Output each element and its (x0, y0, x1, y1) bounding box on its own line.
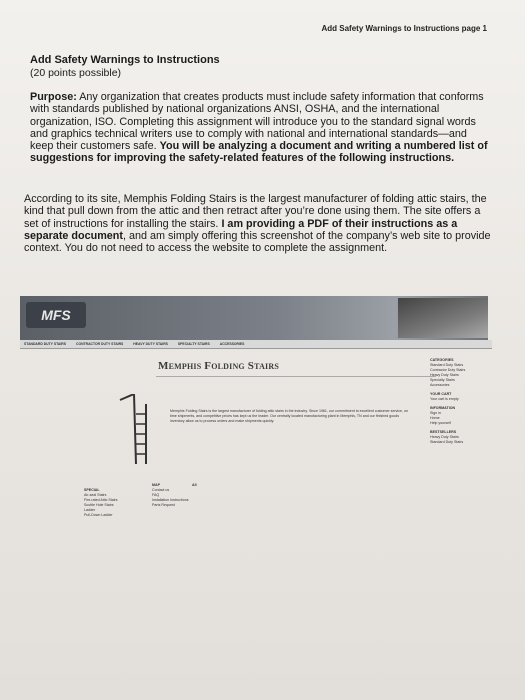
purpose-paragraph (30, 91, 490, 165)
points-possible: (20 points possible) (30, 67, 122, 79)
nav-item[interactable]: SPECIALTY STAIRS (177, 342, 210, 346)
all-link[interactable]: All (192, 483, 197, 487)
special-link[interactable]: Ladder (84, 508, 96, 512)
nav-item[interactable]: STANDARD DUTY STAIRS (24, 342, 67, 346)
nav-item[interactable]: CONTRACTOR DUTY STAIRS (76, 342, 124, 346)
sidebar-link[interactable]: Standard Duty Stairs (430, 363, 464, 367)
map-link[interactable]: Installation Instructions (152, 498, 189, 502)
special-heading: SPECIAL (84, 488, 100, 492)
special-link[interactable]: Scuttle Hole Stairs (84, 503, 114, 507)
special-column (84, 488, 118, 518)
sidebar-heading: YOUR CART (430, 392, 452, 396)
sidebar-link[interactable]: Help yourself (430, 421, 451, 425)
house-roof-image (398, 298, 488, 338)
title-block (30, 54, 490, 80)
purpose-text: Any organization that creates products must include safety information that conforms with standards published by national organizations ANSI, OSHA, and the international organization, ISO. Completing this assignment will introduce you to the standard signal words and graphics technical writers use to comply with national and international standards—and keep their customers safe. (30, 91, 484, 153)
sidebar-heading: BESTSELLERS (430, 430, 457, 434)
ladder-icon (116, 394, 176, 464)
sidebar-link[interactable]: Accessories (430, 383, 450, 387)
site-nav (20, 340, 492, 349)
purpose-label: Purpose: (30, 91, 77, 103)
sidebar-link[interactable]: Heavy Duty Stairs (430, 435, 459, 439)
website-screenshot (20, 296, 488, 536)
context-paragraph (24, 193, 494, 254)
sidebar-heading: CATEGORIES (430, 358, 454, 362)
site-heading: Memphis Folding Stairs (158, 360, 279, 372)
sidebar-link[interactable]: Heavy Duty Stairs (430, 373, 459, 377)
site-banner (20, 296, 488, 340)
sidebar-text: Your cart is empty (430, 397, 459, 401)
special-link[interactable]: Fire-rated Attic Stairs (84, 498, 118, 502)
sidebar-link[interactable]: Sign in (430, 411, 441, 415)
sidebar-link[interactable]: Home (430, 416, 440, 420)
nav-item[interactable]: ACCESSORIES (219, 342, 245, 346)
special-link[interactable]: Pull-Down Ladder (84, 513, 113, 517)
site-intro-text: Memphis Folding Stairs is the largest manufacturer of folding attic stairs in the industry. Since 1961, our commitment to excellent customer service, on time shipments, and competitive prices has kept us the leader. Our centrally located manufacturing plant in Memphis, TN and our finished goods inventory allow us to process orders and make shipments quickly. (170, 409, 409, 423)
site-logo: MFS (26, 302, 86, 328)
map-heading: MAP (152, 483, 160, 487)
context-text-1: According to its site, Memphis Folding Stairs is the largest manufacturer of folding attic stairs, the kind that pull down from the attic and then retract after you’re done using them. The site offers a set of instructions for installing the stairs. (24, 193, 487, 230)
context-text-2: , and am simply offering this screenshot of the company’s web site to provide context. You do not need to access the website to complete the assignment. (24, 229, 491, 255)
map-link[interactable]: Parts Request (152, 503, 175, 507)
nav-item[interactable]: HEAVY DUTY STAIRS (133, 342, 168, 346)
context-bold-text: I am providing a PDF of their instructions as a separate document (24, 217, 458, 242)
page-header: Add Safety Warnings to Instructions page 1 (321, 24, 487, 33)
map-link[interactable]: FAQ (152, 493, 160, 497)
sidebar-link[interactable]: Contractor Duty Stairs (430, 368, 466, 372)
sidebar-link[interactable]: Specialty Stairs (430, 378, 455, 382)
special-link[interactable]: Air-seal Stairs (84, 493, 107, 497)
sidebar-heading: INFORMATION (430, 406, 456, 410)
map-column (152, 483, 189, 508)
sidebar-link[interactable]: Standard Duty Stairs (430, 440, 464, 444)
heading-rule (156, 376, 436, 377)
site-sidebar (430, 354, 482, 445)
map-link[interactable]: Contact us (152, 488, 170, 492)
purpose-bold-text: You will be analyzing a document and writing a numbered list of suggestions for improving the safety-related features of the following instructions. (30, 140, 488, 165)
document-title: Add Safety Warnings to Instructions (30, 54, 220, 66)
